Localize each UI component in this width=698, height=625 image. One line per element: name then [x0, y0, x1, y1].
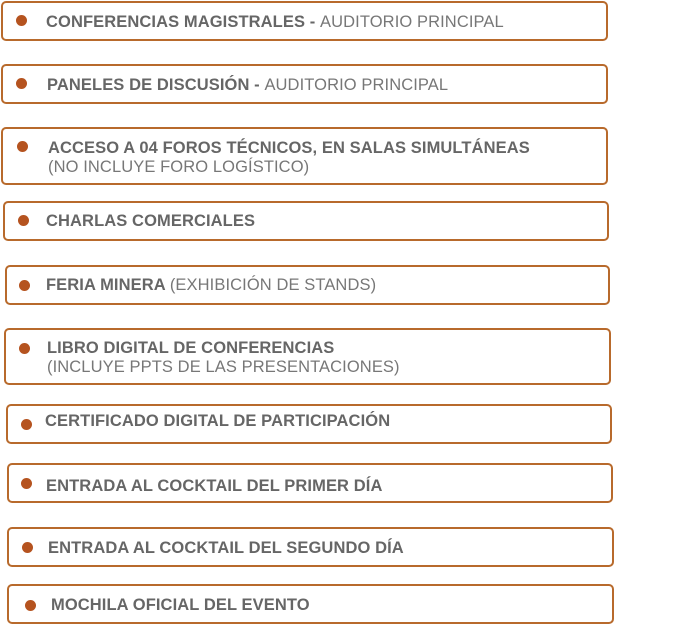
- bullet-icon: [19, 280, 30, 291]
- benefit-text: [46, 212, 255, 231]
- benefit-item-mochila: [7, 584, 614, 624]
- benefit-text: [47, 339, 400, 377]
- benefit-text: [46, 276, 376, 295]
- benefit-text: [46, 13, 504, 32]
- benefit-detail: (INCLUYE PPTS DE LAS PRESENTACIONES): [47, 358, 400, 376]
- bullet-icon: [21, 478, 32, 489]
- bullet-icon: [25, 600, 36, 611]
- benefit-item-certificado: [6, 404, 612, 444]
- benefit-detail: (NO INCLUYE FORO LOGÍSTICO): [48, 158, 310, 176]
- benefit-item-foros: [1, 127, 608, 185]
- benefit-text: [51, 596, 310, 615]
- benefit-title: MOCHILA OFICIAL DEL EVENTO: [51, 596, 310, 614]
- bullet-icon: [16, 78, 27, 89]
- benefit-title: CERTIFICADO DIGITAL DE PARTICIPACIÓN: [45, 412, 391, 430]
- bullet-icon: [16, 15, 27, 26]
- benefit-item-feria: [5, 265, 610, 305]
- bullet-icon: [19, 343, 30, 354]
- bullet-icon: [17, 141, 28, 152]
- benefit-item-cocktail-primer-dia: [7, 463, 613, 503]
- benefit-title: CONFERENCIAS MAGISTRALES -: [46, 13, 321, 31]
- benefit-detail: AUDITORIO PRINCIPAL: [320, 13, 504, 31]
- benefit-title: ENTRADA AL COCKTAIL DEL PRIMER DÍA: [46, 477, 383, 495]
- benefit-detail: AUDITORIO PRINCIPAL: [264, 76, 449, 94]
- benefit-text: [48, 139, 530, 177]
- benefit-title: CHARLAS COMERCIALES: [46, 212, 256, 230]
- benefit-title: FERIA MINERA: [46, 276, 170, 294]
- benefit-text: [46, 477, 382, 496]
- benefit-detail: (EXHIBICIÓN DE STANDS): [169, 276, 377, 294]
- benefit-text: [48, 539, 404, 558]
- benefit-title: ACCESO A 04 FOROS TÉCNICOS, EN SALAS SIMULTÁNEAS: [48, 139, 530, 157]
- benefit-item-charlas: [3, 201, 609, 241]
- bullet-icon: [22, 542, 33, 553]
- benefit-text: [47, 76, 448, 95]
- bullet-icon: [18, 215, 29, 226]
- bullet-icon: [21, 419, 32, 430]
- benefit-title: PANELES DE DISCUSIÓN -: [47, 76, 265, 94]
- benefit-title: LIBRO DIGITAL DE CONFERENCIAS: [47, 339, 335, 357]
- benefit-item-paneles: [1, 64, 608, 104]
- benefit-text: [45, 412, 390, 431]
- benefit-item-libro: [4, 328, 611, 385]
- benefit-item-conferencias: [1, 1, 608, 41]
- benefit-item-cocktail-segundo-dia: [7, 527, 614, 567]
- benefit-title: ENTRADA AL COCKTAIL DEL SEGUNDO DÍA: [48, 539, 404, 557]
